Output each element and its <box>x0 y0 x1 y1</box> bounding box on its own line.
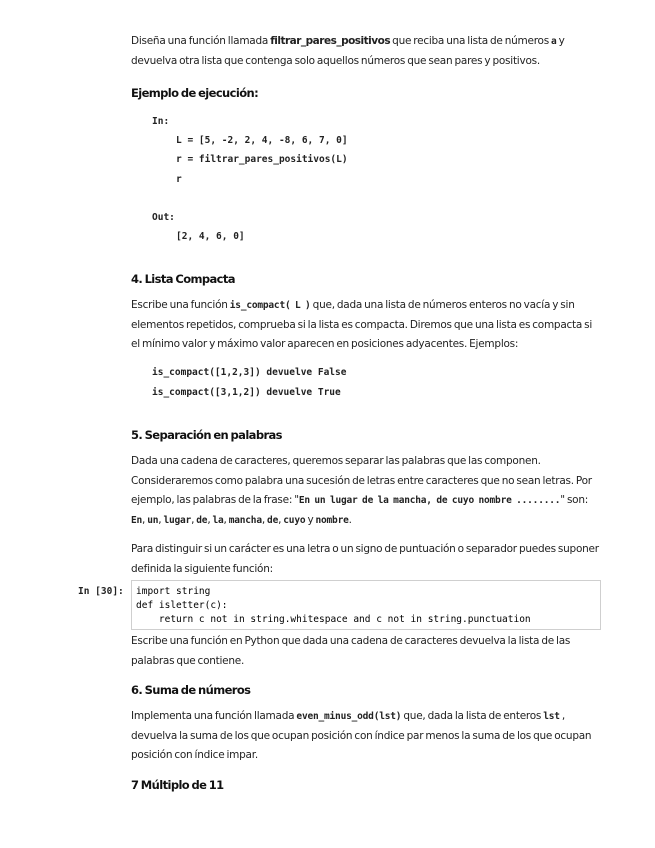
word: lugar <box>163 514 192 526</box>
word: nombre <box>315 514 349 526</box>
section-6-text: Implementa una función llamada <box>131 710 297 722</box>
out-value: [2, 4, 6, 0] <box>176 231 245 242</box>
section-5-text: Dada una cadena de caracteres, queremos separar las palabras que las componen. Consideraremos como palabra una sucesión de letras entre caracteres que no sean letras. Por ejemplo, las palabras de la frase: " <box>131 455 592 506</box>
example-phrase: En un lugar de la mancha, de cuyo nombre ........ <box>298 495 561 506</box>
intro-text-3: y devuelva otra lista que contenga solo aquellos números que sean pares y positivos. <box>131 35 565 67</box>
section-4-paragraph <box>131 296 601 355</box>
section-6-paragraph <box>131 707 601 766</box>
section-5-paragraph-2 <box>131 540 601 579</box>
code-line: r = filtrar_pares_positivos(L) <box>176 154 348 165</box>
out-label: Out: <box>152 212 175 223</box>
code-line: r <box>176 174 182 185</box>
example-heading: Ejemplo de ejecución: <box>131 86 259 100</box>
word: En <box>131 514 143 526</box>
section-4-heading: 4. Lista Compacta <box>131 272 235 286</box>
code-line: return c not in string.whitespace and c not in string.punctuation <box>136 614 531 625</box>
word: de <box>267 514 279 526</box>
section-4-text-2: que, dada una lista de números enteros no vacía y sin elementos repetidos, comprueba si la lista es compacta. Diremos que una lista es compacta si el mínimo valor y máximo valor aparecen en posiciones adyacentes. Ejemplos: <box>131 299 593 350</box>
section-5-paragraph-1: Dada una cadena de caracteres, queremos separar las palabras que las componen. Consideraremos como palabra una sucesión de letras entre caracteres que no sean letras. Por ejemplo, las palabras de la frase: "En un lugar de la mancha, de cuyo nombre ........" son: En, un, lugar, de, la, mancha, de, cuyo y nombre. <box>131 455 592 526</box>
section-5-heading: 5. Separación en palabras <box>131 428 282 442</box>
word: de <box>196 514 208 526</box>
code-line: def isletter(c): <box>136 600 228 611</box>
section-6-heading: 6. Suma de números <box>131 683 251 697</box>
function-name: is_compact( L ) <box>229 300 311 311</box>
code-line: import string <box>136 586 211 597</box>
argument-name: lst <box>543 711 560 722</box>
cell-prompt: In [30]: <box>78 586 124 597</box>
word: la <box>212 514 224 526</box>
word: mancha <box>228 514 262 526</box>
example-line: is_compact([1,2,3]) devuelve False <box>152 367 347 378</box>
argument-name: a <box>551 36 557 47</box>
section-5-paragraph-3 <box>131 632 601 671</box>
word: cuyo <box>283 514 306 526</box>
intro-text: Diseña una función llamada <box>131 35 271 47</box>
function-name: even_minus_odd(lst) <box>296 711 402 722</box>
section-7-heading: 7 Múltiplo de 11 <box>131 778 224 792</box>
code-cell[interactable] <box>131 580 601 630</box>
section-6-text-2: que, dada la lista de enteros <box>401 710 544 722</box>
section-5-text-3: Para distinguir si un carácter es una letra o un signo de puntuación o separador puedes suponer definida la siguiente función: <box>131 543 599 575</box>
section-6-text-3: , devuelva la suma de los que ocupan posición con índice par menos la suma de los que ocupan posición con índice impar. <box>131 710 592 761</box>
example-line: is_compact([3,1,2]) devuelve True <box>152 387 341 398</box>
function-name: filtrar_pares_positivos <box>270 35 391 47</box>
section-5-text-4: Escribe una función en Python que dada una cadena de caracteres devuelva la lista de las palabras que contiene. <box>131 635 571 667</box>
conjunction: y <box>305 513 316 526</box>
intro-paragraph <box>131 32 601 71</box>
section-4-text: Escribe una función <box>131 299 230 311</box>
in-label: In: <box>152 116 170 127</box>
word: un <box>147 514 159 526</box>
section-5-text-2: " son: <box>560 494 589 506</box>
intro-text-2: que reciba una lista de números <box>390 35 552 47</box>
code-line: L = [5, -2, 2, 4, -8, 6, 7, 0] <box>176 135 348 146</box>
